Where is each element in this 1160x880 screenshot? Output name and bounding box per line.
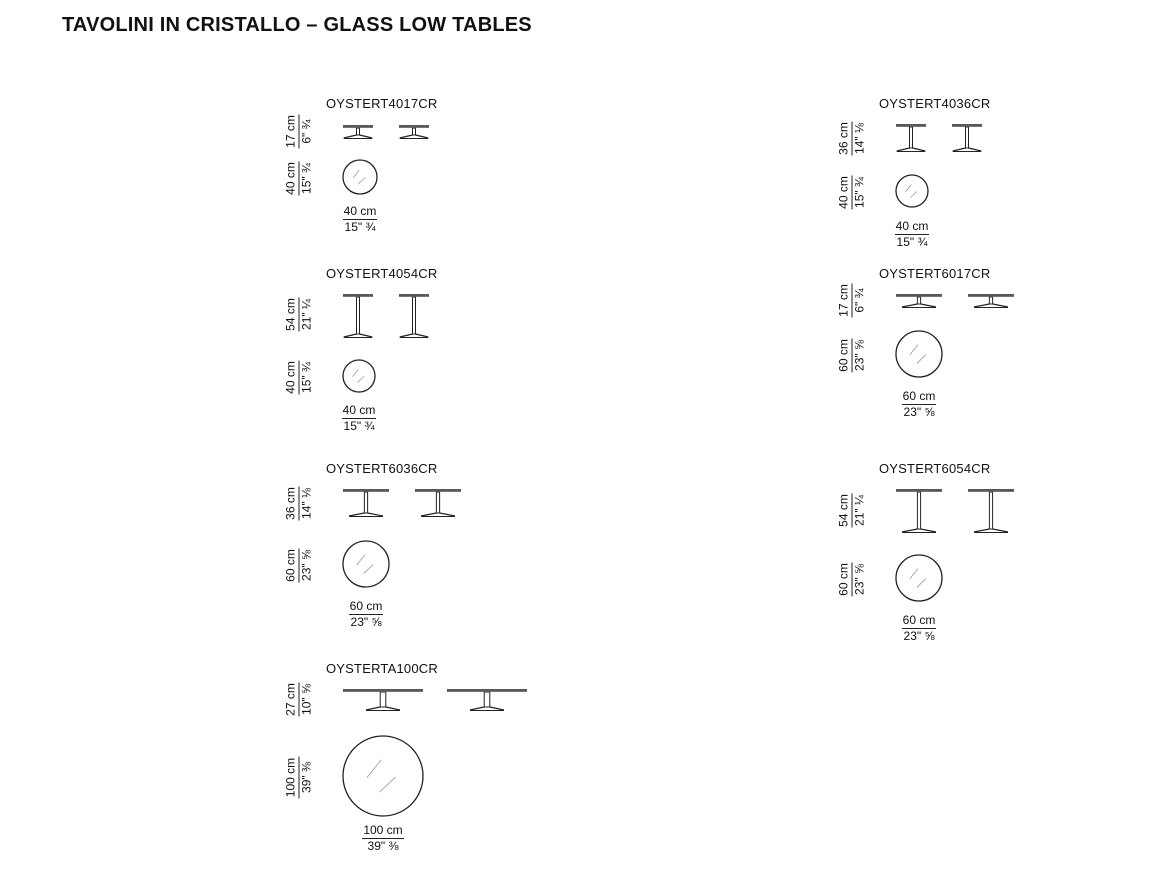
depth-in: 23" ⅝ bbox=[299, 550, 314, 581]
height-in: 10" ⅝ bbox=[299, 684, 314, 715]
diameter-cm: 40 cm bbox=[342, 403, 376, 417]
elevation-front bbox=[343, 490, 389, 517]
diameter-dimension bbox=[319, 404, 399, 433]
elevation-front bbox=[343, 126, 373, 139]
elevation-front bbox=[896, 490, 942, 533]
table-code: OYSTERT6054CR bbox=[879, 461, 991, 476]
diameter-dimension bbox=[879, 390, 959, 419]
plan-depth-dimension bbox=[285, 154, 314, 204]
depth-cm: 60 cm bbox=[836, 339, 851, 372]
height-dimension bbox=[285, 675, 314, 725]
plan-depth-dimension bbox=[285, 735, 314, 821]
plan-view bbox=[343, 736, 423, 816]
diameter-cm: 40 cm bbox=[895, 219, 929, 233]
depth-in: 23" ⅝ bbox=[852, 564, 867, 595]
depth-cm: 60 cm bbox=[283, 549, 298, 582]
height-cm: 27 cm bbox=[283, 683, 298, 716]
diameter-in: 15" ¾ bbox=[344, 220, 376, 234]
table-drawing bbox=[323, 285, 583, 485]
height-dimension bbox=[285, 290, 314, 340]
elevation-front bbox=[896, 295, 942, 308]
height-dimension bbox=[285, 479, 314, 529]
table-drawing bbox=[876, 480, 1136, 680]
diameter-dimension bbox=[343, 824, 423, 853]
diameter-in: 39" ⅜ bbox=[367, 839, 399, 853]
elevation-side bbox=[447, 690, 527, 711]
table-drawing bbox=[876, 285, 1136, 485]
diameter-in: 23" ⅝ bbox=[903, 629, 935, 643]
plan-depth-dimension bbox=[285, 353, 314, 403]
plan-view bbox=[896, 555, 942, 601]
diameter-cm: 40 cm bbox=[343, 204, 377, 218]
elevation-front bbox=[343, 690, 423, 711]
table-code: OYSTERT6036CR bbox=[326, 461, 438, 476]
height-in: 14" ⅛ bbox=[299, 488, 314, 519]
height-dimension bbox=[838, 276, 867, 326]
height-cm: 36 cm bbox=[836, 122, 851, 155]
table-code: OYSTERTA100CR bbox=[326, 661, 438, 676]
height-cm: 17 cm bbox=[283, 115, 298, 148]
table-code: OYSTERT4054CR bbox=[326, 266, 438, 281]
plan-depth-dimension bbox=[838, 554, 867, 606]
depth-cm: 40 cm bbox=[283, 162, 298, 195]
height-cm: 36 cm bbox=[283, 487, 298, 520]
depth-in: 39" ⅜ bbox=[299, 762, 314, 793]
depth-in: 15" ¾ bbox=[852, 177, 867, 208]
elevation-side bbox=[968, 490, 1014, 533]
plan-view bbox=[896, 175, 928, 207]
diameter-cm: 60 cm bbox=[902, 613, 936, 627]
table-code: OYSTERT6017CR bbox=[879, 266, 991, 281]
depth-cm: 60 cm bbox=[836, 563, 851, 596]
diameter-in: 23" ⅝ bbox=[350, 615, 382, 629]
diameter-dimension bbox=[326, 600, 406, 629]
diameter-cm: 100 cm bbox=[363, 823, 403, 837]
plan-view bbox=[896, 331, 942, 377]
diameter-cm: 60 cm bbox=[349, 599, 383, 613]
page-title: TAVOLINI IN CRISTALLO – GLASS LOW TABLES bbox=[62, 14, 532, 36]
height-in: 6" ¾ bbox=[852, 288, 867, 313]
height-dimension bbox=[838, 486, 867, 536]
plan-depth-dimension bbox=[285, 540, 314, 592]
table-code: OYSTERT4036CR bbox=[879, 96, 991, 111]
elevation-side bbox=[399, 126, 429, 139]
height-cm: 17 cm bbox=[836, 284, 851, 317]
height-in: 21" ¼ bbox=[299, 299, 314, 330]
elevation-front bbox=[896, 125, 926, 152]
diameter-in: 15" ¾ bbox=[343, 419, 375, 433]
elevation-side bbox=[415, 490, 461, 517]
depth-in: 23" ⅝ bbox=[852, 340, 867, 371]
diameter-cm: 60 cm bbox=[902, 389, 936, 403]
height-in: 14" ⅛ bbox=[852, 123, 867, 154]
height-cm: 54 cm bbox=[836, 494, 851, 527]
elevation-side bbox=[399, 295, 429, 338]
height-dimension bbox=[838, 114, 867, 164]
diameter-in: 23" ⅝ bbox=[903, 405, 935, 419]
elevation-front bbox=[343, 295, 373, 338]
height-cm: 54 cm bbox=[283, 298, 298, 331]
diameter-dimension bbox=[879, 614, 959, 643]
plan-view bbox=[343, 541, 389, 587]
diameter-dimension bbox=[320, 205, 400, 234]
depth-cm: 100 cm bbox=[283, 757, 298, 798]
height-in: 21" ¼ bbox=[852, 495, 867, 526]
depth-in: 15" ¾ bbox=[299, 362, 314, 393]
depth-cm: 40 cm bbox=[283, 361, 298, 394]
elevation-side bbox=[952, 125, 982, 152]
plan-depth-dimension bbox=[838, 330, 867, 382]
depth-in: 15" ¾ bbox=[299, 163, 314, 194]
plan-view bbox=[343, 360, 375, 392]
depth-cm: 40 cm bbox=[836, 176, 851, 209]
height-dimension bbox=[285, 107, 314, 157]
table-drawing bbox=[323, 480, 583, 680]
plan-depth-dimension bbox=[838, 168, 867, 218]
diameter-dimension bbox=[872, 220, 952, 249]
height-in: 6" ¾ bbox=[299, 119, 314, 144]
table-code: OYSTERT4017CR bbox=[326, 96, 438, 111]
plan-view bbox=[343, 160, 377, 194]
diameter-in: 15" ¾ bbox=[896, 235, 928, 249]
elevation-side bbox=[968, 295, 1014, 308]
